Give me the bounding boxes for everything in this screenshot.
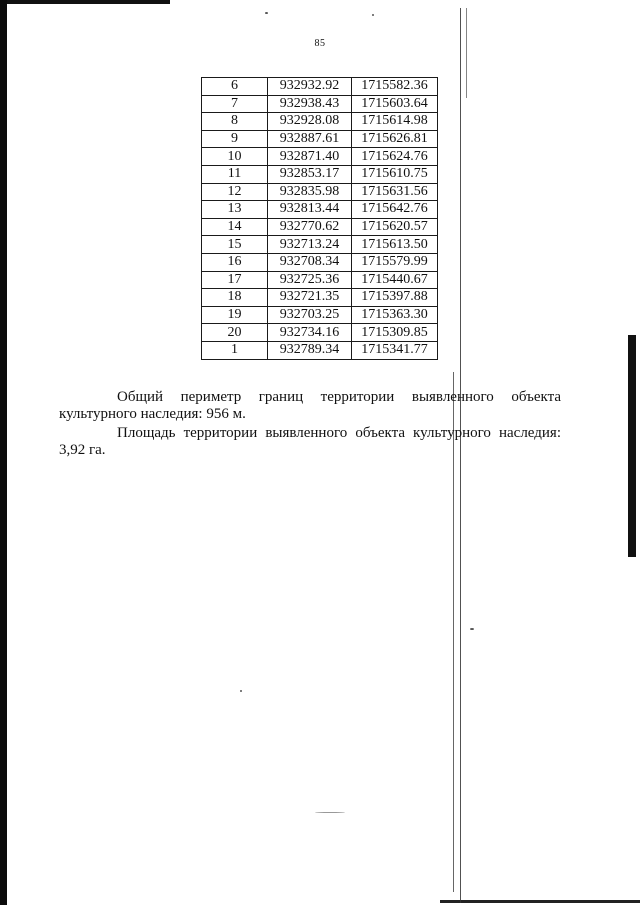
area-paragraph — [59, 425, 561, 459]
y-coordinate-cell: 1715440.67 — [352, 271, 438, 289]
table-row — [202, 218, 438, 236]
scan-speck — [372, 14, 374, 16]
y-coordinate-cell: 1715582.36 — [352, 78, 438, 96]
x-coordinate-cell: 932703.25 — [268, 306, 352, 324]
table-row — [202, 271, 438, 289]
y-coordinate-cell: 1715631.56 — [352, 183, 438, 201]
x-coordinate-cell: 932708.34 — [268, 253, 352, 271]
y-coordinate-cell: 1715341.77 — [352, 341, 438, 359]
point-number-cell: 18 — [202, 289, 268, 307]
scan-fold-line — [466, 8, 467, 98]
y-coordinate-cell: 1715610.75 — [352, 165, 438, 183]
x-coordinate-cell: 932725.36 — [268, 271, 352, 289]
x-coordinate-cell: 932770.62 — [268, 218, 352, 236]
table-row — [202, 183, 438, 201]
x-coordinate-cell: 932853.17 — [268, 165, 352, 183]
y-coordinate-cell: 1715579.99 — [352, 253, 438, 271]
y-coordinate-cell: 1715620.57 — [352, 218, 438, 236]
point-number-cell: 11 — [202, 165, 268, 183]
coordinates-table — [201, 77, 438, 360]
x-coordinate-cell: 932789.34 — [268, 341, 352, 359]
perimeter-line-1: Общий периметр границ территории выявленного объекта — [117, 389, 561, 405]
scan-speck — [265, 12, 268, 14]
x-coordinate-cell: 932887.61 — [268, 130, 352, 148]
x-coordinate-cell: 932734.16 — [268, 324, 352, 342]
area-line-2: 3,92 га. — [59, 442, 106, 458]
scan-speck — [315, 812, 345, 813]
table-row — [202, 113, 438, 131]
table-row — [202, 78, 438, 96]
scan-speck — [470, 628, 474, 630]
table-row — [202, 341, 438, 359]
page-number: 85 — [314, 38, 326, 49]
perimeter-line-2: культурного наследия: 956 м. — [59, 406, 246, 422]
point-number-cell: 9 — [202, 130, 268, 148]
point-number-cell: 20 — [202, 324, 268, 342]
scan-edge-top — [0, 0, 170, 4]
y-coordinate-cell: 1715614.98 — [352, 113, 438, 131]
point-number-cell: 1 — [202, 341, 268, 359]
x-coordinate-cell: 932938.43 — [268, 95, 352, 113]
scan-edge-right — [628, 335, 636, 557]
table-row — [202, 253, 438, 271]
point-number-cell: 17 — [202, 271, 268, 289]
x-coordinate-cell: 932835.98 — [268, 183, 352, 201]
table-row — [202, 165, 438, 183]
x-coordinate-cell: 932928.08 — [268, 113, 352, 131]
y-coordinate-cell: 1715603.64 — [352, 95, 438, 113]
point-number-cell: 19 — [202, 306, 268, 324]
x-coordinate-cell: 932871.40 — [268, 148, 352, 166]
scan-speck — [240, 690, 242, 692]
y-coordinate-cell: 1715626.81 — [352, 130, 438, 148]
area-line-1: Площадь территории выявленного объекта культурного наследия: — [117, 425, 561, 441]
x-coordinate-cell: 932813.44 — [268, 201, 352, 219]
point-number-cell: 16 — [202, 253, 268, 271]
point-number-cell: 14 — [202, 218, 268, 236]
point-number-cell: 7 — [202, 95, 268, 113]
scan-edge-bottom — [440, 900, 640, 903]
table-row — [202, 289, 438, 307]
point-number-cell: 15 — [202, 236, 268, 254]
coordinates-table-body — [202, 78, 438, 360]
table-row — [202, 306, 438, 324]
y-coordinate-cell: 1715624.76 — [352, 148, 438, 166]
table-row — [202, 324, 438, 342]
y-coordinate-cell: 1715363.30 — [352, 306, 438, 324]
x-coordinate-cell: 932932.92 — [268, 78, 352, 96]
table-row — [202, 95, 438, 113]
scan-edge-left — [0, 0, 7, 905]
y-coordinate-cell: 1715397.88 — [352, 289, 438, 307]
point-number-cell: 6 — [202, 78, 268, 96]
perimeter-paragraph — [59, 389, 561, 423]
y-coordinate-cell: 1715309.85 — [352, 324, 438, 342]
table-row — [202, 130, 438, 148]
table-row — [202, 201, 438, 219]
point-number-cell: 8 — [202, 113, 268, 131]
point-number-cell: 13 — [202, 201, 268, 219]
y-coordinate-cell: 1715642.76 — [352, 201, 438, 219]
x-coordinate-cell: 932721.35 — [268, 289, 352, 307]
table-row — [202, 236, 438, 254]
point-number-cell: 12 — [202, 183, 268, 201]
x-coordinate-cell: 932713.24 — [268, 236, 352, 254]
point-number-cell: 10 — [202, 148, 268, 166]
table-row — [202, 148, 438, 166]
y-coordinate-cell: 1715613.50 — [352, 236, 438, 254]
